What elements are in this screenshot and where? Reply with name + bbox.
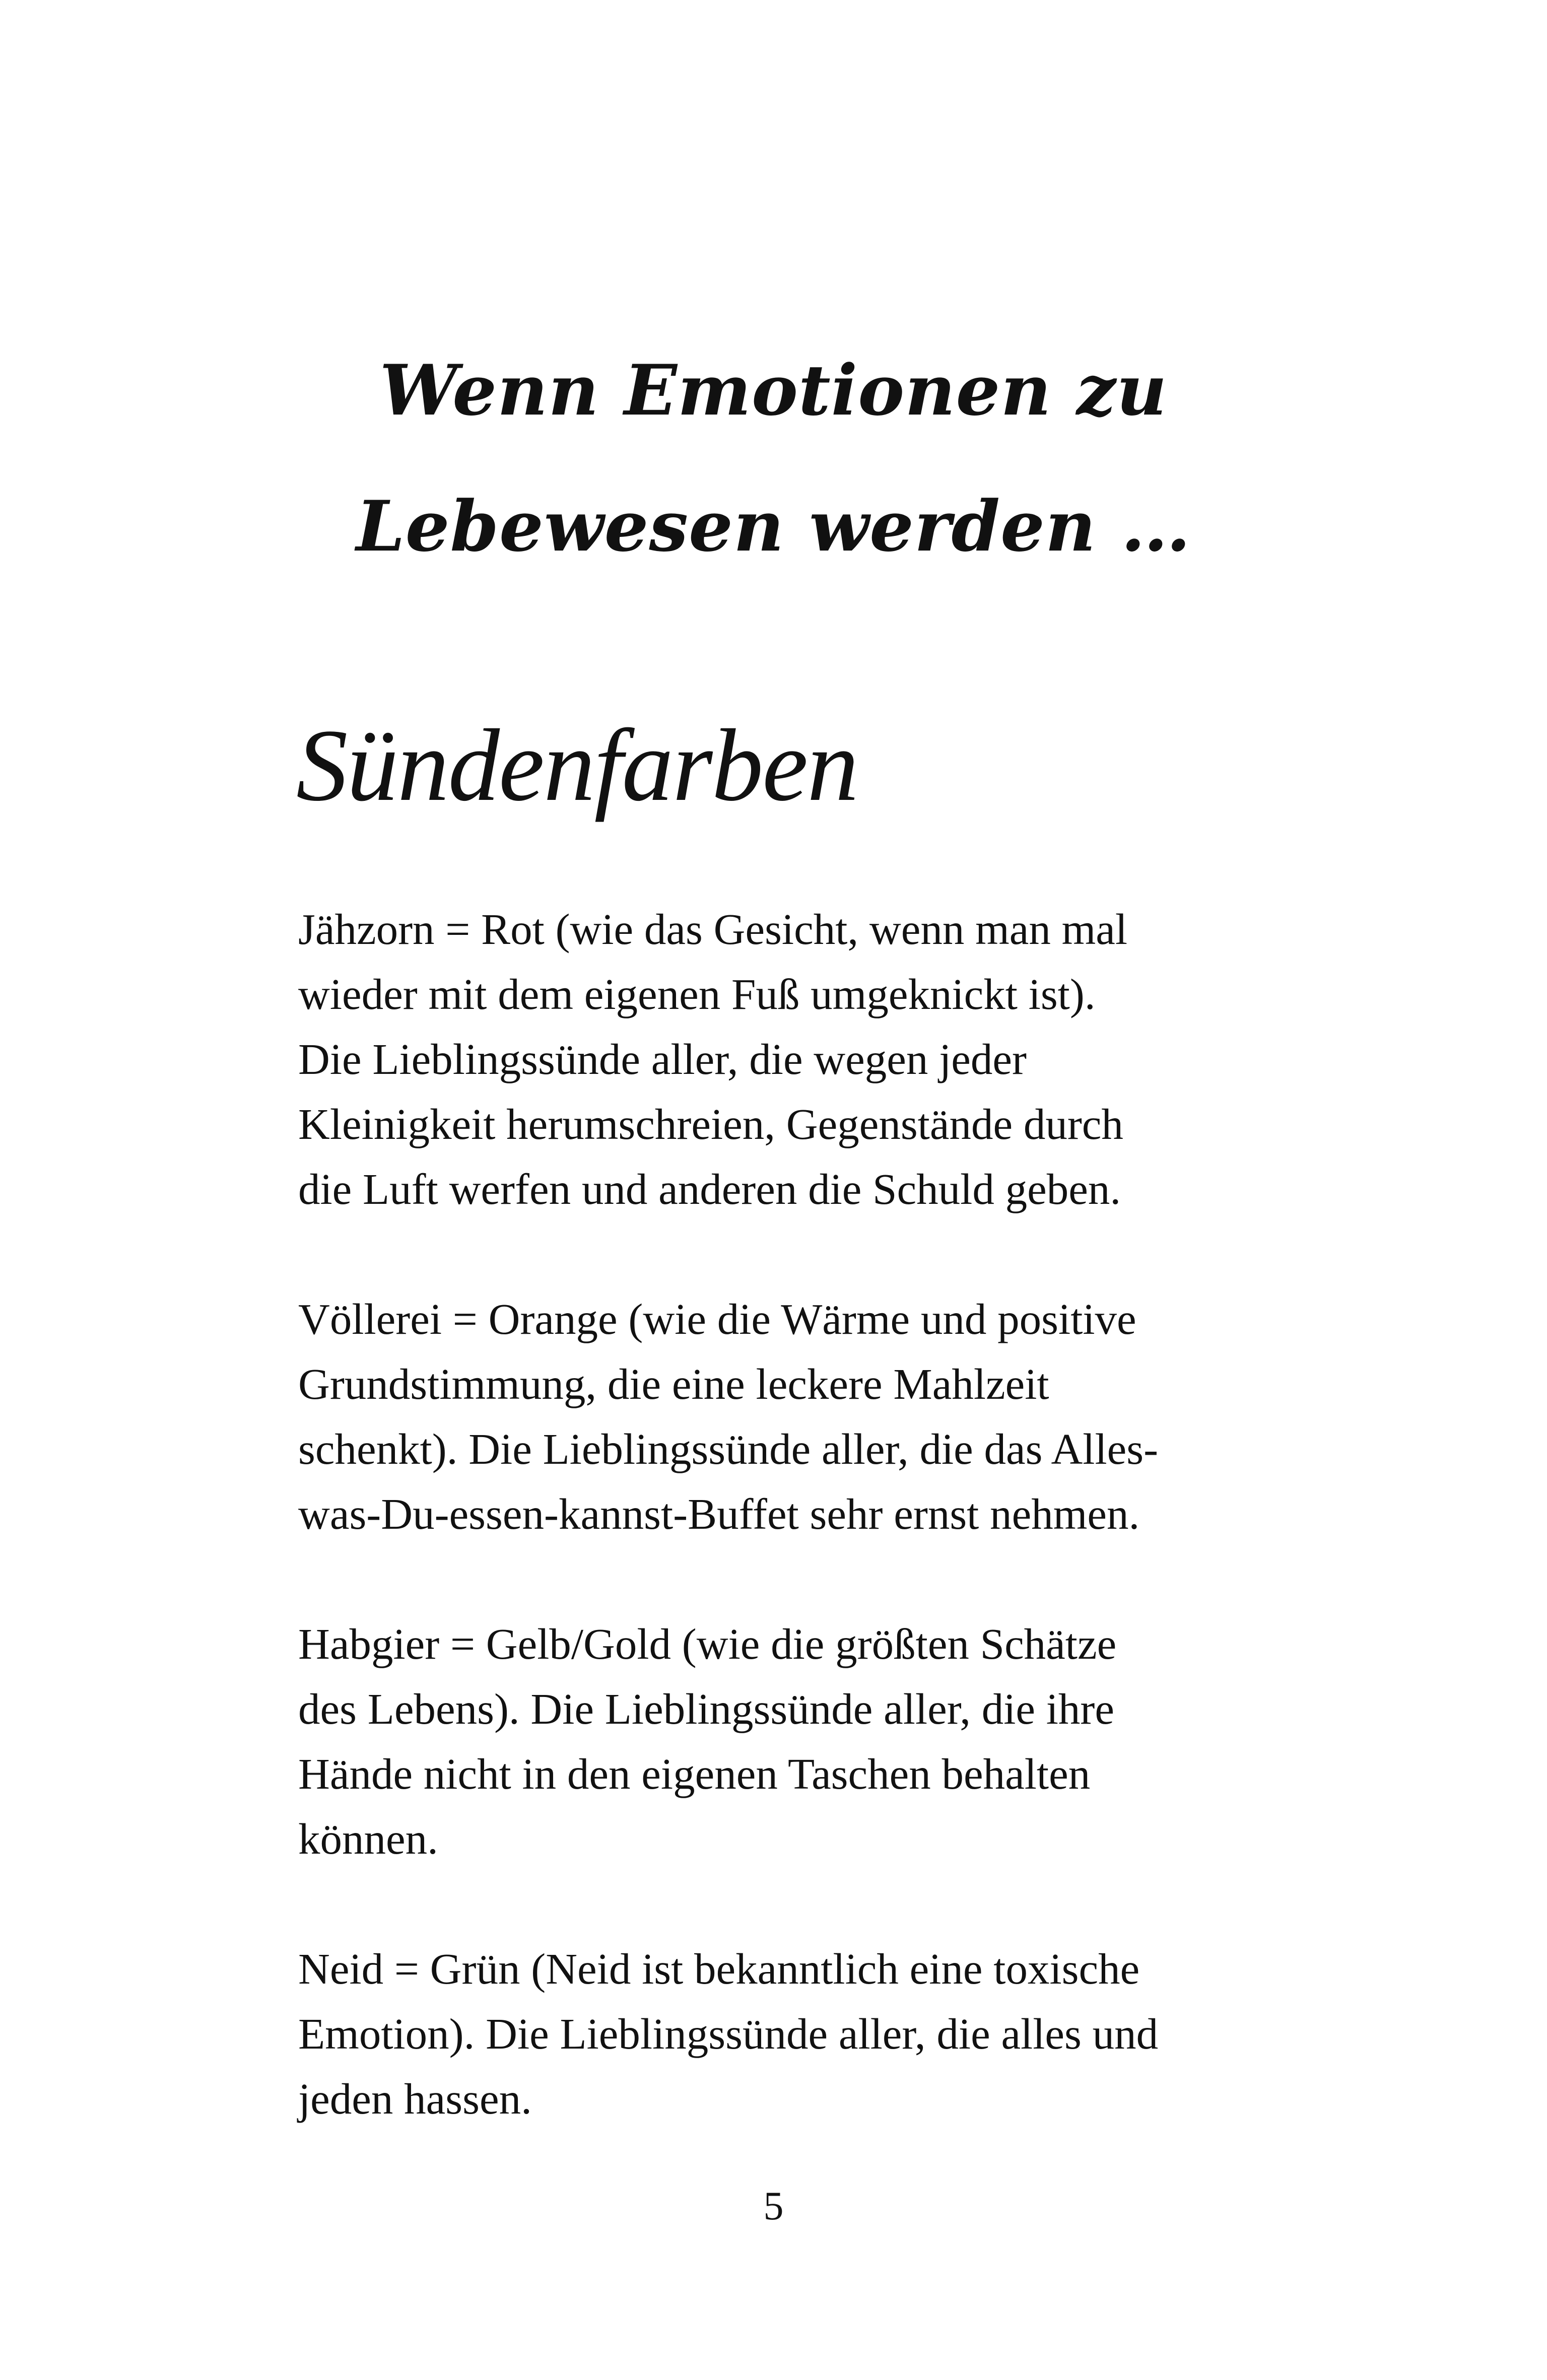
text-line: Neid = Grün (Neid ist bekanntlich eine toxische bbox=[298, 1944, 1140, 1993]
text-line: können. bbox=[298, 1814, 438, 1863]
section-heading: Sündenfarben bbox=[296, 708, 858, 823]
chapter-title-line-2: Lebewesen werden … bbox=[356, 485, 1191, 567]
paragraph-voellerei bbox=[298, 1286, 1255, 1546]
text-line: jeden hassen. bbox=[298, 2074, 532, 2123]
text-line: Grundstimmung, die eine leckere Mahlzeit bbox=[298, 1359, 1049, 1408]
text-line: die Luft werfen und anderen die Schuld geben. bbox=[298, 1165, 1121, 1213]
text-line: schenkt). Die Lieblingssünde aller, die das Alles- bbox=[298, 1424, 1159, 1473]
text-line: Habgier = Gelb/Gold (wie die größten Schätze bbox=[298, 1619, 1117, 1668]
text-line: Die Lieblingssünde aller, die wegen jeder bbox=[298, 1035, 1027, 1083]
text-line: Kleinigkeit herumschreien, Gegenstände durch bbox=[298, 1100, 1123, 1148]
paragraph-jaehzorn bbox=[298, 897, 1255, 1221]
chapter-title-line-1: Wenn Emotionen zu bbox=[379, 349, 1168, 431]
page-number: 5 bbox=[763, 2184, 784, 2228]
chapter-title bbox=[0, 322, 1547, 594]
text-line: wieder mit dem eigenen Fuß umgeknickt ist). bbox=[298, 970, 1096, 1018]
paragraph-habgier bbox=[298, 1611, 1255, 1871]
text-line: des Lebens). Die Lieblingssünde aller, die ihre bbox=[298, 1684, 1114, 1733]
text-line: Völlerei = Orange (wie die Wärme und positive bbox=[298, 1295, 1136, 1343]
text-line: Emotion). Die Lieblingssünde aller, die alles und bbox=[298, 2009, 1159, 2058]
body-text bbox=[298, 897, 1255, 2196]
text-line: Hände nicht in den eigenen Taschen behalten bbox=[298, 1749, 1091, 1798]
text-line: was-Du-essen-kannst-Buffet sehr ernst nehmen. bbox=[298, 1489, 1140, 1538]
text-line: Jähzorn = Rot (wie das Gesicht, wenn man mal bbox=[298, 905, 1128, 954]
paragraph-neid bbox=[298, 1936, 1255, 2131]
